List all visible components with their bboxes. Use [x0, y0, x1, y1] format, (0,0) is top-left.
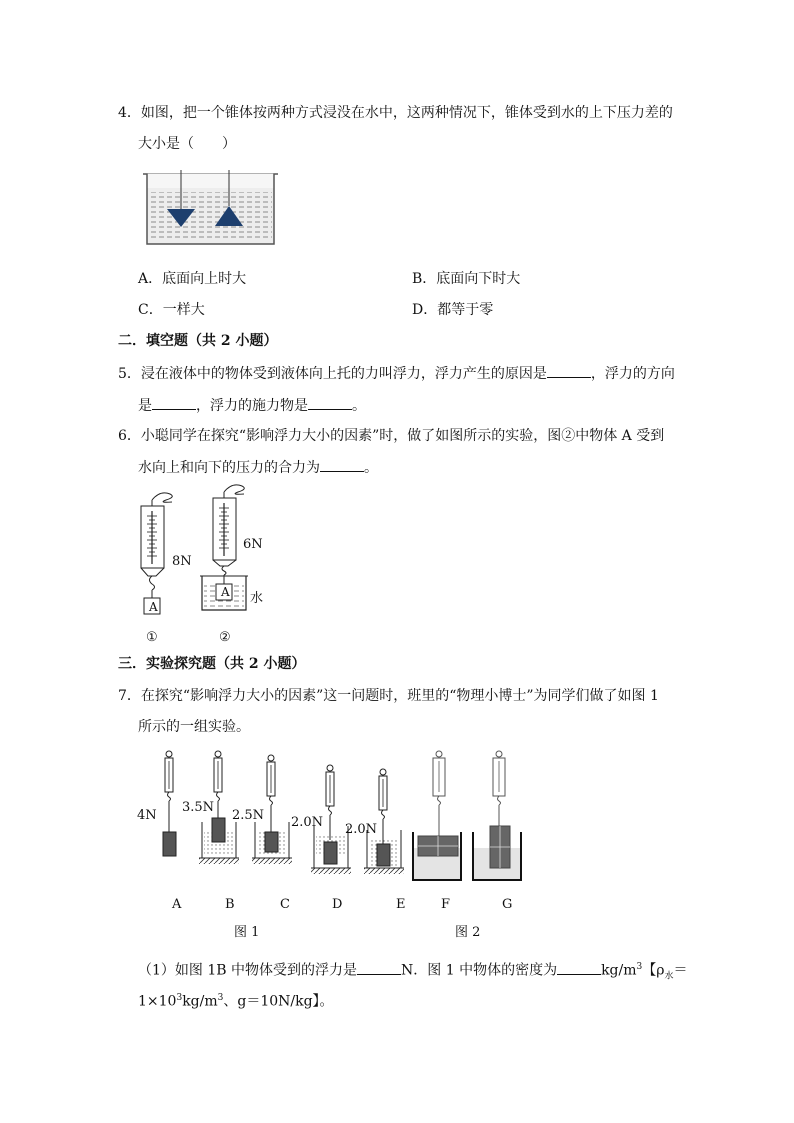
letter-b: B	[225, 897, 235, 912]
reading-c: 2.5N	[232, 808, 265, 823]
q4-option-a: A．底面向上时大	[138, 271, 247, 287]
section2-title: 二．填空题（共 2 小题）	[118, 333, 278, 349]
answer-blank[interactable]	[308, 395, 352, 410]
section3-title: 三．实验探究题（共 2 小题）	[118, 656, 306, 672]
block-a-label-1: A	[149, 600, 158, 614]
letter-g: G	[502, 897, 513, 912]
q4-cone-figure	[143, 170, 278, 246]
q4-option-d: D．都等于零	[412, 302, 494, 318]
q7-experiment-figure	[135, 748, 535, 888]
letter-e: E	[396, 897, 406, 912]
answer-blank[interactable]	[557, 960, 601, 975]
answer-blank[interactable]	[547, 363, 591, 378]
answer-blank[interactable]	[320, 457, 364, 472]
setup-a	[163, 751, 176, 856]
setup-f	[413, 751, 461, 880]
q4-stem-1: 如图，把一个锥体按两种方式浸没在水中，这两种情况下，锥体受到水的上下压力差的	[140, 105, 673, 121]
q4-option-c: C．一样大	[138, 302, 205, 318]
q4-line2: 大小是（ ）	[138, 136, 236, 152]
answer-blank[interactable]	[152, 395, 196, 410]
q7-sub1-line2: $1\times 10^3kg/m^3$、g＝10N/kg】。	[138, 993, 334, 1010]
q6-line1: 6．小聪同学在探究“影响浮力大小的因素”时，做了如图所示的实验，图②中物体 A 受到	[118, 428, 665, 444]
reading-a: 4N	[137, 808, 157, 823]
caption-figure-2: 图 2	[455, 925, 481, 940]
q4-line1	[118, 103, 673, 123]
setup-g	[473, 751, 521, 880]
q5-line1: 5．浸在液体中的物体受到液体向上托的力叫浮力，浮力产生的原因是 ，浮力的方向	[118, 363, 675, 384]
q6-line2: 水向上和向下的压力的合力为 。	[138, 457, 378, 478]
letter-a: A	[172, 897, 182, 912]
q5-line2: 是 ，浮力的施力物是 。	[138, 395, 366, 416]
reading-1: 8N	[172, 554, 192, 569]
q7-line1: 7．在探究“影响浮力大小的因素”这一问题时，班里的“物理小博士”为同学们做了如图 1	[118, 688, 659, 704]
spring-scale-1	[141, 493, 172, 614]
q7-sub1-line1: （1）如图 1B 中物体受到的浮力是 N．图 1 中物体的密度为 $kg/m^3$【$\rho_水=$	[138, 957, 688, 986]
caption-figure-1: 图 1	[234, 925, 260, 940]
letter-f: F	[441, 897, 451, 912]
reading-d: 2.0N	[291, 815, 324, 830]
q4-option-b: B．底面向下时大	[412, 271, 521, 287]
water-label: 水	[250, 591, 264, 606]
figure-label-1: ①	[146, 630, 158, 645]
reading-e: 2.0N	[345, 822, 378, 837]
q4-number: 4．	[118, 105, 141, 121]
q7-line2: 所示的一组实验。	[138, 719, 250, 735]
letter-d: D	[332, 897, 343, 912]
letter-c: C	[280, 897, 290, 912]
answer-blank[interactable]	[357, 960, 401, 975]
reading-2: 6N	[243, 537, 263, 552]
block-a-label-2: A	[221, 585, 230, 599]
figure-label-2: ②	[219, 630, 231, 645]
reading-b: 3.5N	[182, 800, 215, 815]
